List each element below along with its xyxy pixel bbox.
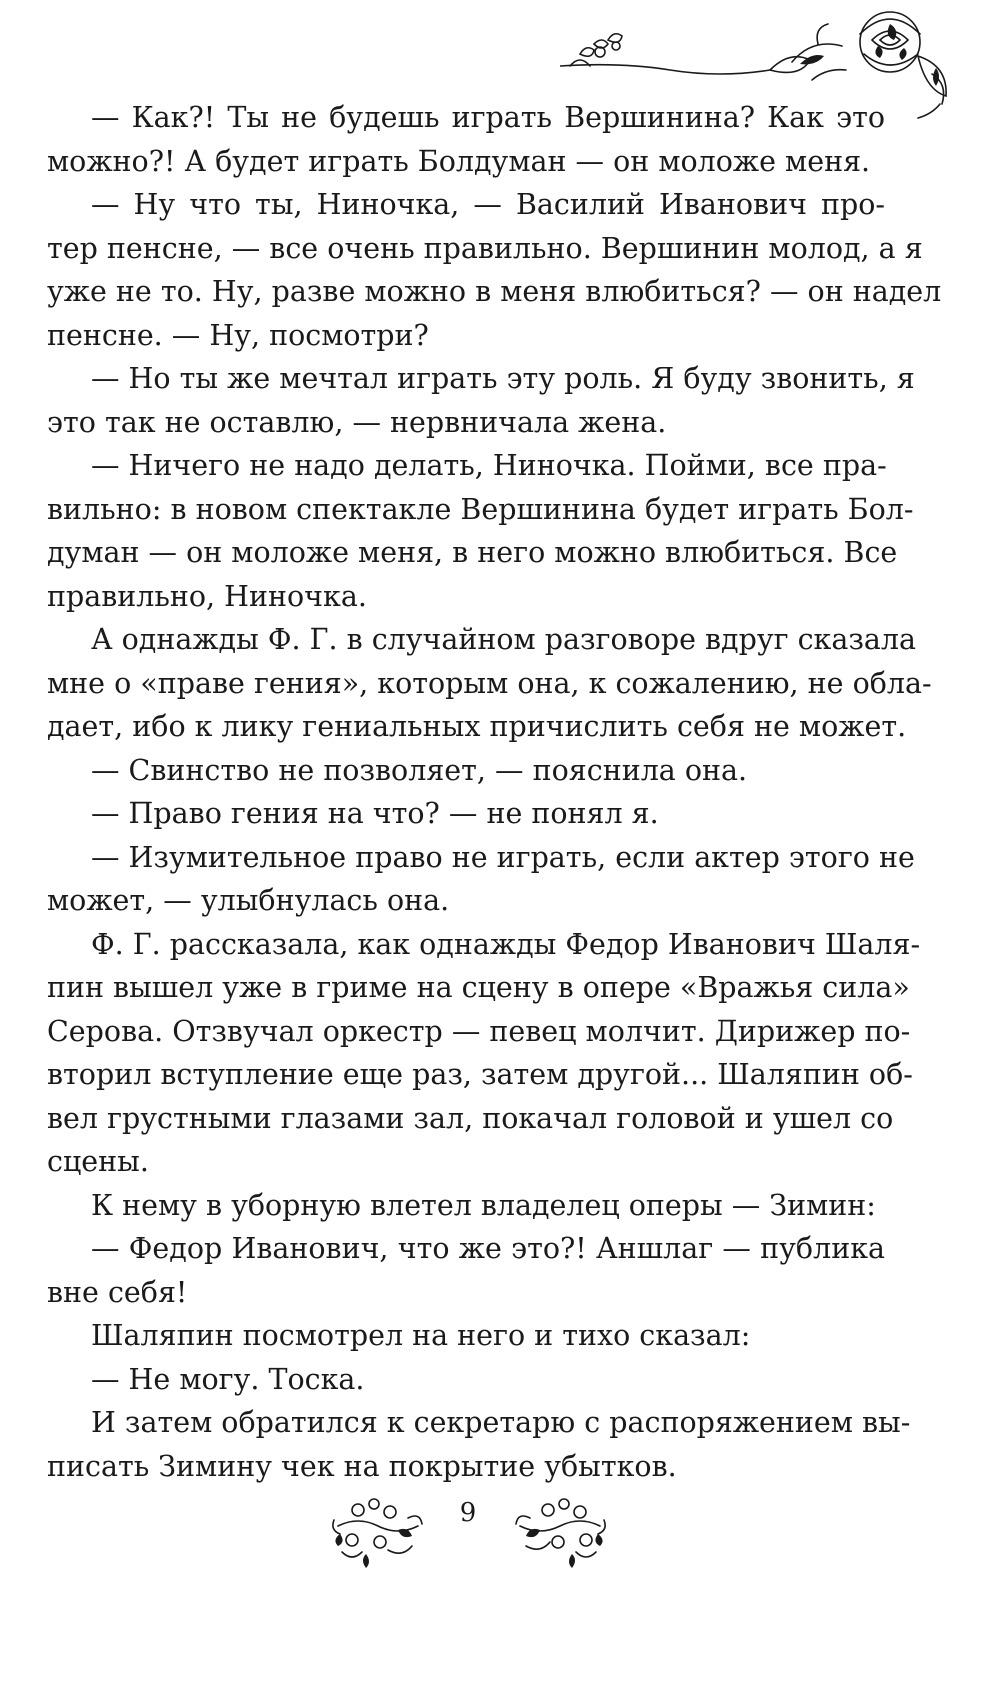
text-line: Серова. Отзвучал оркестр — певец молчит. Дирижер по- bbox=[47, 1014, 911, 1048]
text-line: правильно, Ниночка. bbox=[47, 579, 367, 613]
text-line: писать Зимину чек на покрытие убытков. bbox=[47, 1449, 677, 1483]
text-line: вторил вступление еще раз, затем другой... Шаляпин об- bbox=[47, 1058, 913, 1091]
text-line: думан — он моложе меня, в него можно влюбиться. Все bbox=[47, 536, 898, 569]
text-line: — Но ты же мечтал играть эту роль. Я буду звонить, я bbox=[91, 362, 915, 395]
text-line: — Не могу. Тоска. bbox=[91, 1362, 365, 1396]
flourish-left-icon bbox=[328, 1490, 428, 1570]
text-line: уже не то. Ну, разве можно в меня влюбиться? — он надел bbox=[47, 275, 942, 308]
text-line: К нему в уборную влетел владелец оперы — Зимин: bbox=[91, 1188, 876, 1222]
text-line: Шаляпин посмотрел на него и тихо сказал: bbox=[91, 1319, 751, 1352]
text-line: это так не оставлю, — нервничала жена. bbox=[47, 405, 667, 439]
body-text bbox=[47, 96, 942, 1488]
text-line: Ф. Г. рассказала, как однажды Федор Иванович Шаля- bbox=[91, 927, 921, 961]
text-line: вел грустными глазами зал, покачал головой и ушел со bbox=[47, 1101, 894, 1135]
text-line: — Свинство не позволяет, — пояснила она. bbox=[91, 753, 748, 787]
page-number: 9 bbox=[459, 1498, 477, 1528]
text-line: вне себя! bbox=[47, 1275, 188, 1309]
text-line: дает, ибо к лику гениальных причислить себя не может. bbox=[47, 710, 907, 743]
text-line: пенсне. — Ну, посмотри? bbox=[47, 318, 429, 352]
text-line: — Право гения на что? — не понял я. bbox=[91, 797, 659, 830]
flourish-right-icon bbox=[510, 1490, 610, 1570]
text-line: — Федор Иванович, что же это?! Аншлаг — публика bbox=[91, 1232, 885, 1265]
text-line: — Как?! Ты не будешь играть Вершинина? Как это bbox=[91, 101, 885, 134]
text-line: сцены. bbox=[47, 1145, 149, 1178]
text-line: — Ну что ты, Ниночка, — Василий Иванович про- bbox=[91, 188, 885, 221]
text-line: — Ничего не надо делать, Ниночка. Пойми, все пра- bbox=[91, 449, 887, 482]
text-line: мне о «праве гения», которым она, к сожалению, не обла- bbox=[47, 666, 932, 700]
text-line: — Изумительное право не играть, если актер этого не bbox=[91, 840, 915, 874]
text-line: И затем обратился к секретарю с распоряжением вы- bbox=[91, 1406, 911, 1439]
text-line: тер пенсне, — все очень правильно. Вершинин молод, а я bbox=[47, 231, 923, 265]
text-line: А однажды Ф. Г. в случайном разговоре вдруг сказала bbox=[91, 623, 916, 656]
text-line: пин вышел уже в гриме на сцену в опере «Вражья сила» bbox=[47, 971, 910, 1004]
text-line: может, — улыбнулась она. bbox=[47, 884, 450, 917]
text-line: вильно: в новом спектакле Вершинина будет играть Бол- bbox=[47, 492, 914, 526]
text-line: можно?! А будет играть Болдуман — он моложе меня. bbox=[47, 144, 871, 178]
